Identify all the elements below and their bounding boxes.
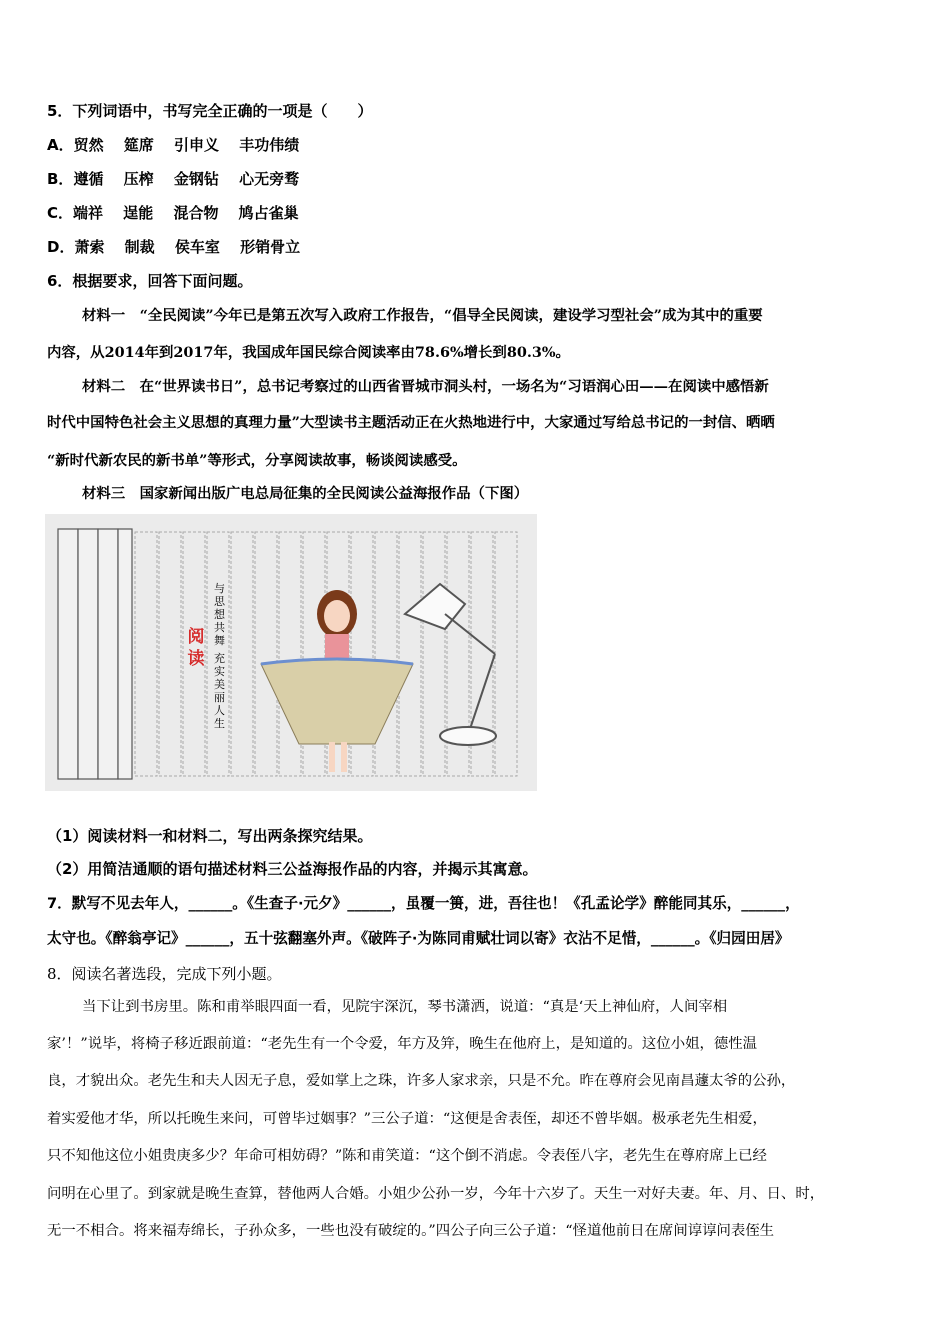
q5-option-a: [47, 135, 299, 155]
q5-stem: 5．下列词语中，书写完全正确的一项是（ ）: [47, 102, 373, 120]
option-label: D．: [47, 238, 75, 256]
material-2-line-1: 材料二 在“世界读书日”，总书记考察过的山西省晋城市洞头村，一场名为“习语润心田——在阅读中感悟新: [82, 378, 769, 395]
poster-vertical-text-1: 与思想共舞: [214, 582, 225, 647]
q6-stem: 6．根据要求，回答下面问题。: [47, 272, 253, 290]
q7-line-2: 太守也。《醉翁亭记》______，五十弦翻塞外声。《破阵子·为陈同甫赋壮词以寄》衣沾不足惜，______。《归园田居》: [47, 930, 790, 947]
poster-vertical-text-2: 充实美丽人生: [214, 652, 225, 730]
passage-line: 只不知他这位小姐贵庚多少？年命可相妨碍？”陈和甫笑道：“这个倒不消虑。令表侄八字，老先生在尊府席上已经: [47, 1148, 767, 1164]
option-text: 贸然 筵席 引申义 丰功伟绩: [73, 136, 300, 154]
option-label: C．: [47, 204, 74, 222]
material-1-line-1: 材料一 “全民阅读”今年已是第五次写入政府工作报告，“倡导全民阅读，建设学习型社会”成为其中的重要: [82, 307, 763, 324]
option-label: A．: [47, 136, 74, 154]
option-text: 端祥 逞能 混合物 鸠占雀巢: [73, 204, 299, 222]
q6-sub-question-1: （1）阅读材料一和材料二，写出两条探究结果。: [47, 827, 373, 845]
poster-red-title: 阅读: [187, 627, 205, 669]
passage-line: 家’！”说毕，将椅子移近跟前道：“老先生有一个令爱，年方及笄，晚生在他府上，是知道的。这位小姐，德性温: [47, 1036, 758, 1052]
passage-line: 问明在心里了。到家就是晚生查算，替他两人合婚。小姐少公孙一岁，今年十六岁了。天生一对好夫妻。年、月、日、时，: [47, 1186, 825, 1202]
q6-sub-question-2: （2）用简洁通顺的语句描述材料三公益海报作品的内容，并揭示其寓意。: [47, 860, 538, 878]
passage-line: 当下让到书房里。陈和甫举眼四面一看，见院宇深沉，琴书潇洒，说道：“真是‘天上神仙府，人间宰相: [82, 999, 728, 1015]
option-text: 萧索 制裁 侯车室 形销骨立: [74, 238, 301, 256]
material-3: 材料三 国家新闻出版广电总局征集的全民阅读公益海报作品（下图）: [82, 485, 529, 502]
q5-option-d: [47, 237, 300, 257]
q7-line-1: 7．默写不见去年人，______。《生查子·元夕》______，虽覆一篑，进，吾往也！《孔孟论学》醉能同其乐，______，: [47, 895, 800, 912]
material-1-line-2: 内容，从2014年到2017年，我国成年国民综合阅读率由78.6%增长到80.3%。: [47, 344, 570, 361]
option-label: B．: [47, 170, 74, 188]
passage-line: 良，才貌出众。老先生和夫人因无子息，爱如掌上之珠，许多人家求亲，只是不允。昨在尊府会见南昌蘧太爷的公孙，: [47, 1073, 796, 1089]
poster-illustration: [45, 514, 537, 791]
passage-line: 无一不相合。将来福寿绵长，子孙众多，一些也没有破绽的。”四公子向三公子道：“怪道他前日在席间谆谆问表侄生: [47, 1223, 775, 1239]
material-2-line-3: “新时代新农民的新书单”等形式，分享阅读故事，畅谈阅读感受。: [47, 452, 467, 469]
q5-option-c: [47, 203, 299, 223]
material-2-line-2: 时代中国特色社会主义思想的真理力量”大型读书主题活动正在火热地进行中，大家通过写给总书记的一封信、晒晒: [47, 414, 775, 431]
reading-poster-image: [45, 514, 537, 791]
q8-stem: 8．阅读名著选段，完成下列小题。: [47, 965, 282, 983]
option-text: 遵循 压榨 金钢钻 心无旁骛: [73, 170, 300, 188]
q5-option-b: [47, 169, 299, 189]
passage-line: 着实爱他才华，所以托晚生来问，可曾毕过姻事？”三公子道：“这便是舍表侄，却还不曾毕姻。极承老先生相爱，: [47, 1111, 767, 1127]
